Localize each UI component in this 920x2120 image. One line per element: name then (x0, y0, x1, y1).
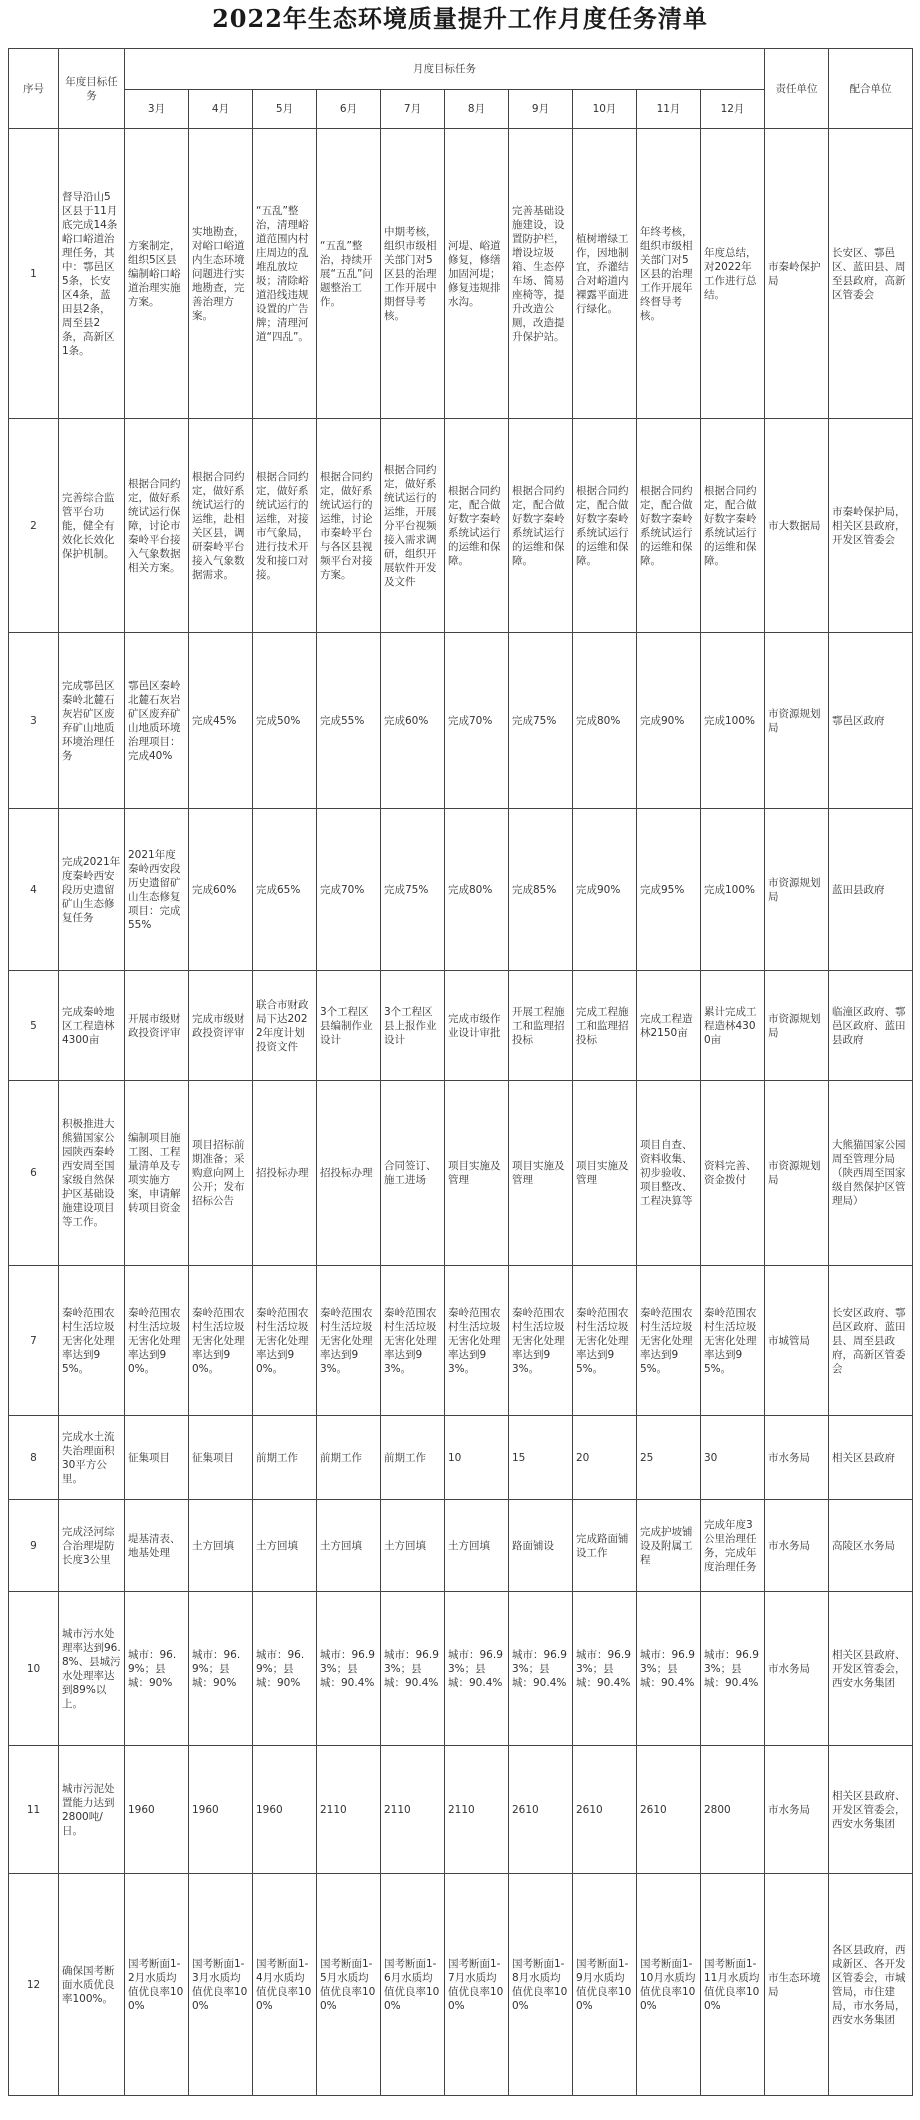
row-number: 4 (9, 809, 59, 971)
month-task-cell: 城市：96.93%；县城：90.4% (381, 1592, 445, 1746)
responsible-unit-cell: 市生态环境局 (765, 1874, 829, 2096)
month-task-cell: 开展工程施工和监理招投标 (509, 971, 573, 1081)
month-task-cell: 前期工作 (253, 1416, 317, 1500)
cooperating-unit-cell: 鄠邑区政府 (829, 633, 913, 809)
month-task-cell: 完成100% (701, 633, 765, 809)
month-task-cell: 项目实施及管理 (573, 1081, 637, 1266)
month-task-cell: 完成50% (253, 633, 317, 809)
month-task-cell: 项目实施及管理 (445, 1081, 509, 1266)
header-row (9, 49, 913, 90)
month-task-cell: 秦岭范围农村生活垃圾无害化处理率达到90%。 (125, 1266, 189, 1416)
month-task-cell: 完善基础设施建设，设置防护栏，增设垃圾箱、生态停车场、简易座椅等，提升改造公厕，改造提升保护站。 (509, 129, 573, 419)
month-task-cell: 根据合同约定，配合做好数字秦岭系统试运行的运维和保障。 (509, 419, 573, 633)
header-month: 12月 (701, 90, 765, 129)
header-month: 6月 (317, 90, 381, 129)
month-task-cell: 前期工作 (317, 1416, 381, 1500)
month-task-cell: 完成90% (573, 809, 637, 971)
cooperating-unit-cell: 相关区县政府、开发区管委会，西安水务集团 (829, 1592, 913, 1746)
month-task-cell: 秦岭范围农村生活垃圾无害化处理率达到93%。 (381, 1266, 445, 1416)
month-task-cell: 秦岭范围农村生活垃圾无害化处理率达到90%。 (189, 1266, 253, 1416)
month-task-cell: 完成45% (189, 633, 253, 809)
table-row (9, 419, 913, 633)
month-task-cell: 开展市级财政投资评审 (125, 971, 189, 1081)
month-task-cell: 完成护坡铺设及附属工程 (637, 1500, 701, 1592)
cooperating-unit-cell: 长安区政府、鄠邑区政府、蓝田县、周至县政府，高新区管委会 (829, 1266, 913, 1416)
row-number: 2 (9, 419, 59, 633)
header-annual-goal: 年度目标任务 (59, 49, 125, 129)
table-row (9, 1081, 913, 1266)
header-month: 7月 (381, 90, 445, 129)
table-row (9, 809, 913, 971)
month-task-cell: 2610 (637, 1746, 701, 1874)
row-number: 3 (9, 633, 59, 809)
month-task-cell: 方案制定，组织5区县编制峪口峪道治理实施方案。 (125, 129, 189, 419)
table-row (9, 1500, 913, 1592)
responsible-unit-cell: 市大数据局 (765, 419, 829, 633)
month-task-cell: 完成75% (509, 633, 573, 809)
month-task-cell: 1960 (253, 1746, 317, 1874)
header-month: 4月 (189, 90, 253, 129)
month-task-cell: 国考断面1-6月水质均值优良率100% (381, 1874, 445, 2096)
month-task-cell: 根据合同约定，做好系统试运行的运维，讨论市秦岭平台与各区县视频平台对接方案。 (317, 419, 381, 633)
month-task-cell: 联合市财政局下达2022年度计划投资文件 (253, 971, 317, 1081)
document-title: 2022年生态环境质量提升工作月度任务清单 (212, 4, 708, 33)
month-task-cell: 秦岭范围农村生活垃圾无害化处理率达到95%。 (701, 1266, 765, 1416)
month-task-cell: 路面铺设 (509, 1500, 573, 1592)
responsible-unit-cell: 市秦岭保护局 (765, 129, 829, 419)
month-task-cell: 编制项目施工图、工程量清单及专项实施方案，申请解转项目资金 (125, 1081, 189, 1266)
month-task-cell: 2110 (317, 1746, 381, 1874)
month-task-cell: 中期考核，组织市级相关部门对5区县的治理工作开展中期督导考核。 (381, 129, 445, 419)
annual-goal-cell: 完成秦岭地区工程造林4300亩 (59, 971, 125, 1081)
cooperating-unit-cell: 高陵区水务局 (829, 1500, 913, 1592)
row-number: 6 (9, 1081, 59, 1266)
table-row (9, 1874, 913, 2096)
month-task-cell: 完成75% (381, 809, 445, 971)
month-task-cell: 实地勘查，对峪口峪道内生态环境问题进行实地勘查，完善治理方案。 (189, 129, 253, 419)
task-table (8, 48, 913, 2096)
month-task-cell: 国考断面1-2月水质均值优良率100% (125, 1874, 189, 2096)
responsible-unit-cell: 市城管局 (765, 1266, 829, 1416)
month-task-cell: 3个工程区县编制作业设计 (317, 971, 381, 1081)
cooperating-unit-cell: 长安区、鄠邑区、蓝田县、周至县政府，高新区管委会 (829, 129, 913, 419)
month-task-cell: 河堤、峪道修复，修缮加固河堤；修复违规排水沟。 (445, 129, 509, 419)
month-task-cell: 征集项目 (125, 1416, 189, 1500)
responsible-unit-cell: 市水务局 (765, 1416, 829, 1500)
month-task-cell: 国考断面1-9月水质均值优良率100% (573, 1874, 637, 2096)
annual-goal-cell: 积极推进大熊猫国家公园陕西秦岭西安周至国家级自然保护区基础设施建设项目等工作。 (59, 1081, 125, 1266)
month-task-cell: 城市：96.93%；县城：90.4% (509, 1592, 573, 1746)
annual-goal-cell: 确保国考断面水质优良率100%。 (59, 1874, 125, 2096)
month-task-cell: 完成60% (189, 809, 253, 971)
month-task-cell: 完成市级财政投资评审 (189, 971, 253, 1081)
annual-goal-cell: 完成鄠邑区秦岭北麓石灰岩矿区废弃矿山地质环境治理任务 (59, 633, 125, 809)
month-task-cell: 秦岭范围农村生活垃圾无害化处理率达到93%。 (445, 1266, 509, 1416)
month-task-cell: “五乱”整治，清理峪道范围内村庄周边的乱堆乱放垃圾；清除峪道沿线违规设置的广告牌；清理河道“四乱”。 (253, 129, 317, 419)
month-task-cell: 根据合同约定，配合做好数字秦岭系统试运行的运维和保障。 (445, 419, 509, 633)
month-task-cell: 项目自查、资料收集、初步验收、项目整改、工程决算等 (637, 1081, 701, 1266)
month-task-cell: 完成95% (637, 809, 701, 971)
month-task-cell: 完成100% (701, 809, 765, 971)
month-task-cell: 根据合同约定，做好系统试运行保障，讨论市秦岭平台接入气象数据相关方案。 (125, 419, 189, 633)
month-task-cell: 秦岭范围农村生活垃圾无害化处理率达到90%。 (253, 1266, 317, 1416)
month-task-cell: 城市：96.93%；县城：90.4% (701, 1592, 765, 1746)
cooperating-unit-cell: 临潼区政府、鄠邑区政府、蓝田县政府 (829, 971, 913, 1081)
month-task-cell: 城市：96.93%；县城：90.4% (637, 1592, 701, 1746)
month-task-cell: 堤基清表、地基处理 (125, 1500, 189, 1592)
month-task-cell: 项目招标前期准备；采购意向网上公开；发布招标公告 (189, 1081, 253, 1266)
annual-goal-cell: 完成水土流失治理面积30平方公里。 (59, 1416, 125, 1500)
table-row (9, 1746, 913, 1874)
month-task-cell: 2800 (701, 1746, 765, 1874)
month-task-cell: 完成工程施工和监理招投标 (573, 971, 637, 1081)
header-monthly-goal: 月度目标任务 (125, 49, 765, 90)
month-task-cell: “五乱”整治，持续开展“五乱”问题整治工作。 (317, 129, 381, 419)
month-task-cell: 完成路面铺设工作 (573, 1500, 637, 1592)
row-number: 1 (9, 129, 59, 419)
month-task-cell: 国考断面1-11月水质均值优良率100% (701, 1874, 765, 2096)
month-task-cell: 项目实施及管理 (509, 1081, 573, 1266)
row-number: 8 (9, 1416, 59, 1500)
cooperating-unit-cell: 相关区县政府 (829, 1416, 913, 1500)
month-task-cell: 资料完善、资金拨付 (701, 1081, 765, 1266)
month-task-cell: 城市：96.9%；县城：90% (253, 1592, 317, 1746)
annual-goal-cell: 完善综合监管平台功能，健全有效化长效化保护机制。 (59, 419, 125, 633)
month-task-cell: 完成80% (445, 809, 509, 971)
month-task-cell: 根据合同约定，做好系统试运行的运维，赴相关区县，调研秦岭平台接入气象数据需求。 (189, 419, 253, 633)
month-task-cell: 鄠邑区秦岭北麓石灰岩矿区废弃矿山地质环境治理项目：完成40% (125, 633, 189, 809)
month-task-cell: 前期工作 (381, 1416, 445, 1500)
month-task-cell: 秦岭范围农村生活垃圾无害化处理率达到95%。 (573, 1266, 637, 1416)
month-task-cell: 根据合同约定，配合做好数字秦岭系统试运行的运维和保障。 (573, 419, 637, 633)
table-row (9, 1416, 913, 1500)
table-row (9, 633, 913, 809)
month-task-cell: 城市：96.9%；县城：90% (125, 1592, 189, 1746)
month-task-cell: 土方回填 (253, 1500, 317, 1592)
month-task-cell: 25 (637, 1416, 701, 1500)
header-month: 9月 (509, 90, 573, 129)
month-task-cell: 2610 (509, 1746, 573, 1874)
month-task-cell: 完成65% (253, 809, 317, 971)
header-month: 3月 (125, 90, 189, 129)
month-task-cell: 国考断面1-5月水质均值优良率100% (317, 1874, 381, 2096)
annual-goal-cell: 督导沿山5区县于11月底完成14条峪口峪道治理任务，其中：鄠邑区5条，长安区4条，蓝田县2条，周至县2条，高新区1条。 (59, 129, 125, 419)
month-task-cell: 秦岭范围农村生活垃圾无害化处理率达到93%。 (317, 1266, 381, 1416)
cooperating-unit-cell: 各区县政府，西咸新区、各开发区管委会，市城管局，市住建局，市水务局，西安水务集团 (829, 1874, 913, 2096)
month-task-cell: 2110 (381, 1746, 445, 1874)
row-number: 5 (9, 971, 59, 1081)
month-task-cell: 根据合同约定，配合做好数字秦岭系统试运行的运维和保障。 (701, 419, 765, 633)
month-task-cell: 招投标办理 (317, 1081, 381, 1266)
row-number: 11 (9, 1746, 59, 1874)
month-task-cell: 2610 (573, 1746, 637, 1874)
month-task-cell: 根据合同约定，配合做好数字秦岭系统试运行的运维和保障。 (637, 419, 701, 633)
header-month: 11月 (637, 90, 701, 129)
annual-goal-cell: 城市污泥处置能力达到2800吨/日。 (59, 1746, 125, 1874)
month-task-cell: 城市：96.9%；县城：90% (189, 1592, 253, 1746)
month-task-cell: 完成90% (637, 633, 701, 809)
row-number: 10 (9, 1592, 59, 1746)
month-task-cell: 秦岭范围农村生活垃圾无害化处理率达到93%。 (509, 1266, 573, 1416)
annual-goal-cell: 完成泾河综合治理堤防长度3公里 (59, 1500, 125, 1592)
month-task-cell: 国考断面1-4月水质均值优良率100% (253, 1874, 317, 2096)
table-row (9, 1592, 913, 1746)
month-task-cell: 30 (701, 1416, 765, 1500)
month-task-cell: 国考断面1-7月水质均值优良率100% (445, 1874, 509, 2096)
month-task-cell: 城市：96.93%；县城：90.4% (573, 1592, 637, 1746)
month-task-cell: 土方回填 (317, 1500, 381, 1592)
header-cooperating: 配合单位 (829, 49, 913, 129)
responsible-unit-cell: 市水务局 (765, 1500, 829, 1592)
responsible-unit-cell: 市水务局 (765, 1592, 829, 1746)
row-number: 12 (9, 1874, 59, 2096)
responsible-unit-cell: 市资源规划局 (765, 809, 829, 971)
month-task-cell: 10 (445, 1416, 509, 1500)
cooperating-unit-cell: 蓝田县政府 (829, 809, 913, 971)
responsible-unit-cell: 市水务局 (765, 1746, 829, 1874)
table-row (9, 971, 913, 1081)
month-task-cell: 累计完成工程造林4300亩 (701, 971, 765, 1081)
month-task-cell: 15 (509, 1416, 573, 1500)
responsible-unit-cell: 市资源规划局 (765, 1081, 829, 1266)
month-task-cell: 根据合同约定，做好系统试运行的运维，开展分平台视频接入需求调研，组织开展软件开发及文件 (381, 419, 445, 633)
month-task-cell: 1960 (189, 1746, 253, 1874)
month-task-cell: 招投标办理 (253, 1081, 317, 1266)
month-task-cell: 国考断面1-10月水质均值优良率100% (637, 1874, 701, 2096)
month-task-cell: 完成80% (573, 633, 637, 809)
month-task-cell: 年度总结，对2022年工作进行总结。 (701, 129, 765, 419)
annual-goal-cell: 城市污水处理率达到96.8%、县城污水处理率达到89%以上。 (59, 1592, 125, 1746)
month-task-cell: 征集项目 (189, 1416, 253, 1500)
month-task-cell: 城市：96.93%；县城：90.4% (317, 1592, 381, 1746)
month-task-cell: 国考断面1-8月水质均值优良率100% (509, 1874, 573, 2096)
month-task-cell: 年终考核，组织市级相关部门对5区县的治理工作开展年终督导考核。 (637, 129, 701, 419)
month-task-cell: 完成55% (317, 633, 381, 809)
row-number: 9 (9, 1500, 59, 1592)
month-task-cell: 完成70% (317, 809, 381, 971)
header-month: 8月 (445, 90, 509, 129)
month-task-cell: 完成70% (445, 633, 509, 809)
header-responsible: 责任单位 (765, 49, 829, 129)
month-task-cell: 国考断面1-3月水质均值优良率100% (189, 1874, 253, 2096)
responsible-unit-cell: 市资源规划局 (765, 633, 829, 809)
cooperating-unit-cell: 大熊猫国家公园周至管理分局（陕西周至国家级自然保护区管理局） (829, 1081, 913, 1266)
header-month: 5月 (253, 90, 317, 129)
table-row (9, 1266, 913, 1416)
cooperating-unit-cell: 相关区县政府、开发区管委会，西安水务集团 (829, 1746, 913, 1874)
month-task-cell: 完成60% (381, 633, 445, 809)
month-task-cell: 20 (573, 1416, 637, 1500)
month-task-cell: 2110 (445, 1746, 509, 1874)
month-task-cell: 土方回填 (189, 1500, 253, 1592)
month-task-cell: 1960 (125, 1746, 189, 1874)
annual-goal-cell: 秦岭范围农村生活垃圾无害化处理率达到95%。 (59, 1266, 125, 1416)
header-month: 10月 (573, 90, 637, 129)
month-task-cell: 完成工程造林2150亩 (637, 971, 701, 1081)
month-task-cell: 合同签订、施工进场 (381, 1081, 445, 1266)
month-task-cell: 根据合同约定，做好系统试运行的运维，对接市气象局，进行技术开发和接口对接。 (253, 419, 317, 633)
month-task-cell: 完成年度3公里治理任务，完成年度治理任务 (701, 1500, 765, 1592)
month-task-cell: 城市：96.93%；县城：90.4% (445, 1592, 509, 1746)
month-task-cell: 秦岭范围农村生活垃圾无害化处理率达到95%。 (637, 1266, 701, 1416)
month-task-cell: 植树增绿工作，因地制宜，乔灌结合对峪道内裸露平面进行绿化。 (573, 129, 637, 419)
row-number: 7 (9, 1266, 59, 1416)
responsible-unit-cell: 市资源规划局 (765, 971, 829, 1081)
month-task-cell: 土方回填 (445, 1500, 509, 1592)
table-row (9, 129, 913, 419)
month-task-cell: 完成市级作业设计审批 (445, 971, 509, 1081)
header-seq: 序号 (9, 49, 59, 129)
month-task-cell: 完成85% (509, 809, 573, 971)
month-task-cell: 3个工程区县上报作业设计 (381, 971, 445, 1081)
annual-goal-cell: 完成2021年度秦岭西安段历史遗留矿山生态修复任务 (59, 809, 125, 971)
month-task-cell: 2021年度秦岭西安段历史遗留矿山生态修复项目：完成55% (125, 809, 189, 971)
month-task-cell: 土方回填 (381, 1500, 445, 1592)
cooperating-unit-cell: 市秦岭保护局，相关区县政府，开发区管委会 (829, 419, 913, 633)
